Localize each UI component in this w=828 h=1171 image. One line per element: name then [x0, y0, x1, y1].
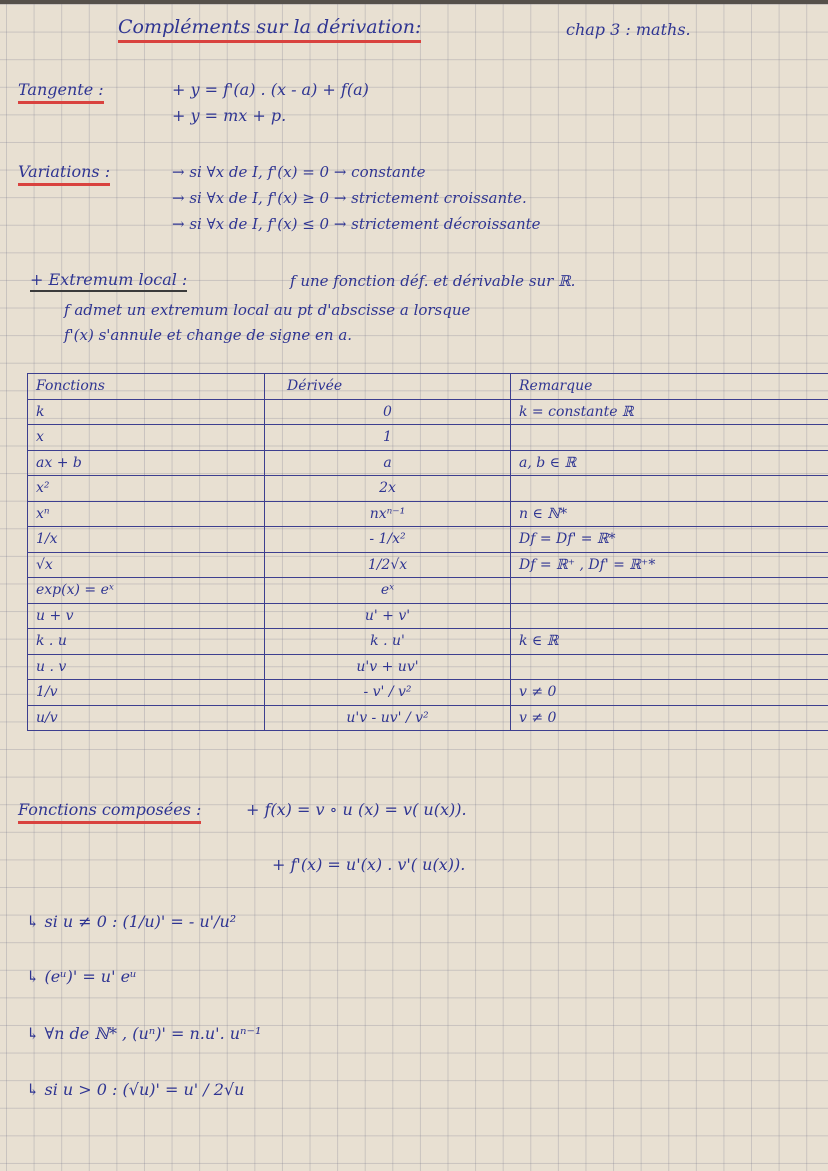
extremum-line-2: f'(x) s'annule et change de signe en a. — [64, 326, 353, 344]
tangente-line-1: + y = f'(a) . (x - a) + f(a) — [172, 80, 369, 99]
cell-function: k . u — [28, 629, 265, 655]
table-row — [28, 501, 828, 527]
table-row — [28, 603, 828, 629]
cell-derivative: a — [265, 450, 511, 476]
header-remarque: Remarque — [511, 374, 828, 400]
composees-line-1: + f(x) = v ∘ u (x) = v( u(x)). — [246, 800, 467, 819]
cell-function: ax + b — [28, 450, 265, 476]
cell-derivative: - 1/x² — [265, 527, 511, 553]
rule-inverse: ↳ si u ≠ 0 : (1/u)' = - u'/u² — [26, 912, 237, 931]
tangente-line-2: + y = mx + p. — [172, 106, 287, 125]
rule-sqrt: ↳ si u > 0 : (√u)' = u' / 2√u — [26, 1080, 245, 1099]
composees-label: Fonctions composées : — [18, 800, 201, 824]
cell-function: x² — [28, 476, 265, 502]
rule-power: ↳ ∀n de ℕ* , (uⁿ)' = n.u'. uⁿ⁻¹ — [26, 1024, 262, 1043]
cell-remark — [511, 654, 828, 680]
cell-derivative: 1/2√x — [265, 552, 511, 578]
header-fonctions: Fonctions — [28, 374, 265, 400]
table-row — [28, 399, 828, 425]
cell-remark: k ∈ ℝ — [511, 629, 828, 655]
cell-remark: v ≠ 0 — [511, 680, 828, 706]
table-row — [28, 527, 828, 553]
table-row — [28, 476, 828, 502]
cell-remark — [511, 476, 828, 502]
table-row — [28, 450, 828, 476]
cell-remark: n ∈ ℕ* — [511, 501, 828, 527]
extremum-intro: f une fonction déf. et dérivable sur ℝ. — [290, 272, 576, 290]
cell-remark — [511, 425, 828, 451]
table-row — [28, 654, 828, 680]
table-row — [28, 578, 828, 604]
cell-function: u + v — [28, 603, 265, 629]
cell-remark — [511, 578, 828, 604]
tangente-label: Tangente : — [18, 80, 104, 104]
photo-edge-shadow — [0, 0, 828, 4]
variations-line-2: → si ∀x de I, f'(x) ≥ 0 → strictement croissante. — [172, 189, 527, 207]
cell-function: √x — [28, 552, 265, 578]
table-row — [28, 629, 828, 655]
cell-derivative: u' + v' — [265, 603, 511, 629]
cell-function: u . v — [28, 654, 265, 680]
cell-remark: a, b ∈ ℝ — [511, 450, 828, 476]
chapter-label: chap 3 : maths. — [566, 20, 691, 39]
variations-line-3: → si ∀x de I, f'(x) ≤ 0 → strictement décroissante — [172, 215, 541, 233]
derivatives-table — [27, 373, 828, 731]
cell-remark — [511, 603, 828, 629]
cell-function: 1/v — [28, 680, 265, 706]
cell-function: x — [28, 425, 265, 451]
cell-function: xⁿ — [28, 501, 265, 527]
cell-function: u/v — [28, 705, 265, 731]
page-title: Compléments sur la dérivation: — [118, 16, 421, 43]
cell-function: k — [28, 399, 265, 425]
cell-derivative: 0 — [265, 399, 511, 425]
cell-remark: v ≠ 0 — [511, 705, 828, 731]
cell-derivative: - v' / v² — [265, 680, 511, 706]
table-row — [28, 552, 828, 578]
cell-derivative: 1 — [265, 425, 511, 451]
table-header-row — [28, 374, 828, 400]
cell-derivative: eˣ — [265, 578, 511, 604]
cell-derivative: 2x — [265, 476, 511, 502]
variations-label: Variations : — [18, 162, 110, 186]
cell-derivative: nxⁿ⁻¹ — [265, 501, 511, 527]
variations-line-1: → si ∀x de I, f'(x) = 0 → constante — [172, 163, 426, 181]
table-row — [28, 705, 828, 731]
cell-remark: Df = ℝ⁺ , Df' = ℝ⁺* — [511, 552, 828, 578]
extremum-line-1: f admet un extremum local au pt d'abscisse a lorsque — [64, 301, 471, 319]
cell-derivative: u'v + uv' — [265, 654, 511, 680]
cell-derivative: k . u' — [265, 629, 511, 655]
composees-line-2: + f'(x) = u'(x) . v'( u(x)). — [272, 855, 466, 874]
cell-derivative: u'v - uv' / v² — [265, 705, 511, 731]
cell-function: exp(x) = eˣ — [28, 578, 265, 604]
cell-remark: Df = Df' = ℝ* — [511, 527, 828, 553]
table-row — [28, 680, 828, 706]
cell-function: 1/x — [28, 527, 265, 553]
cell-remark: k = constante ℝ — [511, 399, 828, 425]
header-derivee: Dérivée — [265, 374, 511, 400]
extremum-label: + Extremum local : — [30, 270, 187, 292]
table-row — [28, 425, 828, 451]
rule-exponential: ↳ (eᵘ)' = u' eᵘ — [26, 967, 137, 986]
